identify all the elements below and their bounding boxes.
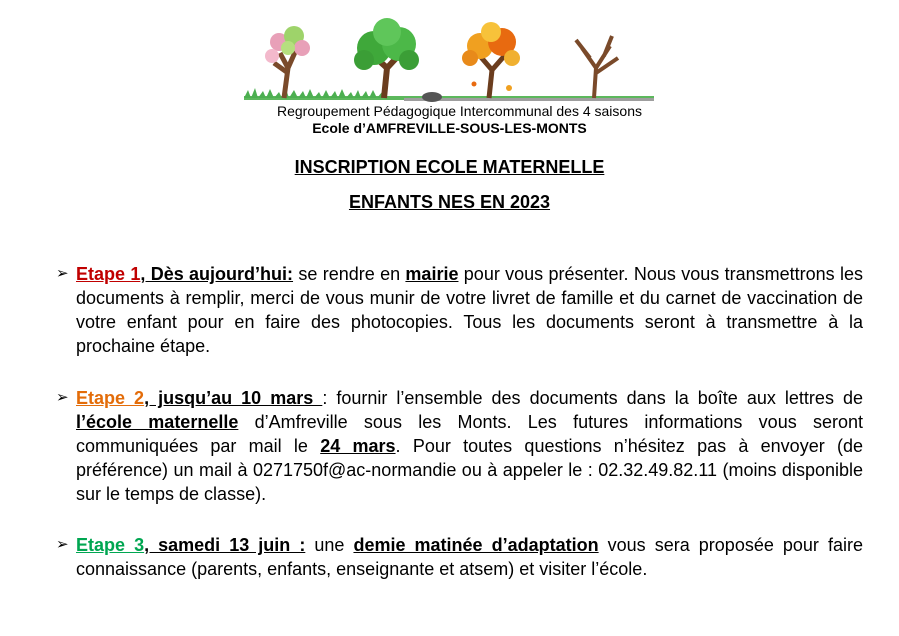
step-1-when: , Dès aujourd’hui: xyxy=(140,264,294,284)
step-2-text-b: d’Amfreville sous les Monts. Les futures informations vous seront communiquées par mail le xyxy=(76,412,863,456)
step-2 xyxy=(58,386,863,506)
page-subtitle: ENFANTS NES EN 2023 xyxy=(348,192,551,212)
step-3-text-b: vous sera proposée pour faire connaissance (parents, enfants, enseignante et atsem) et visiter l’école. xyxy=(76,535,863,579)
step-2-label: Etape 2 xyxy=(76,388,145,408)
arrow-bullet-icon: ➢ xyxy=(56,265,69,282)
arrow-bullet-icon: ➢ xyxy=(56,536,69,553)
school-name: Ecole d’AMFREVILLE-SOUS-LES-MONTS xyxy=(312,120,587,136)
step-1 xyxy=(58,262,863,358)
arrow-bullet-icon: ➢ xyxy=(56,389,69,406)
step-2-text xyxy=(76,386,863,506)
step-3 xyxy=(58,533,863,581)
step-1-text-b: pour vous présenter. Nous vous transmettrons les documents à remplir, merci de vous munir de votre livret de famille et du carnet de vaccination de votre enfant pour en faire des photocopies. Tous les documents seront à transmettre à la prochaine étape. xyxy=(76,264,863,356)
step-3-keyword: demie matinée d’adaptation xyxy=(353,535,599,555)
step-1-text xyxy=(76,262,863,358)
step-2-text-c: . Pour toutes questions n’hésitez pas à envoyer (de préférence) un mail à 0271750f@ac-normandie ou à appeler le : 02.32.49.82.11 (moins disponible sur le temps de classe). xyxy=(76,436,863,504)
step-1-text-a: se rendre en xyxy=(293,264,406,284)
step-3-text-a: une xyxy=(305,535,354,555)
step-3-when: , samedi 13 juin : xyxy=(144,535,306,555)
step-2-date: 24 mars xyxy=(320,436,396,456)
step-2-text-a: : fournir l’ensemble des documents dans la boîte aux lettres de xyxy=(322,388,864,408)
four-seasons-trees-logo xyxy=(244,18,654,104)
step-2-when: , jusqu’au 10 mars xyxy=(144,388,323,408)
step-3-label: Etape 3 xyxy=(76,535,145,555)
step-1-keyword: mairie xyxy=(405,264,459,284)
org-name: Regroupement Pédagogique Intercommunal des 4 saisons xyxy=(276,103,642,119)
step-3-text xyxy=(76,533,863,581)
step-1-label: Etape 1 xyxy=(76,264,141,284)
page-title: INSCRIPTION ECOLE MATERNELLE xyxy=(294,157,605,177)
step-2-keyword: l’école maternelle xyxy=(76,412,239,432)
